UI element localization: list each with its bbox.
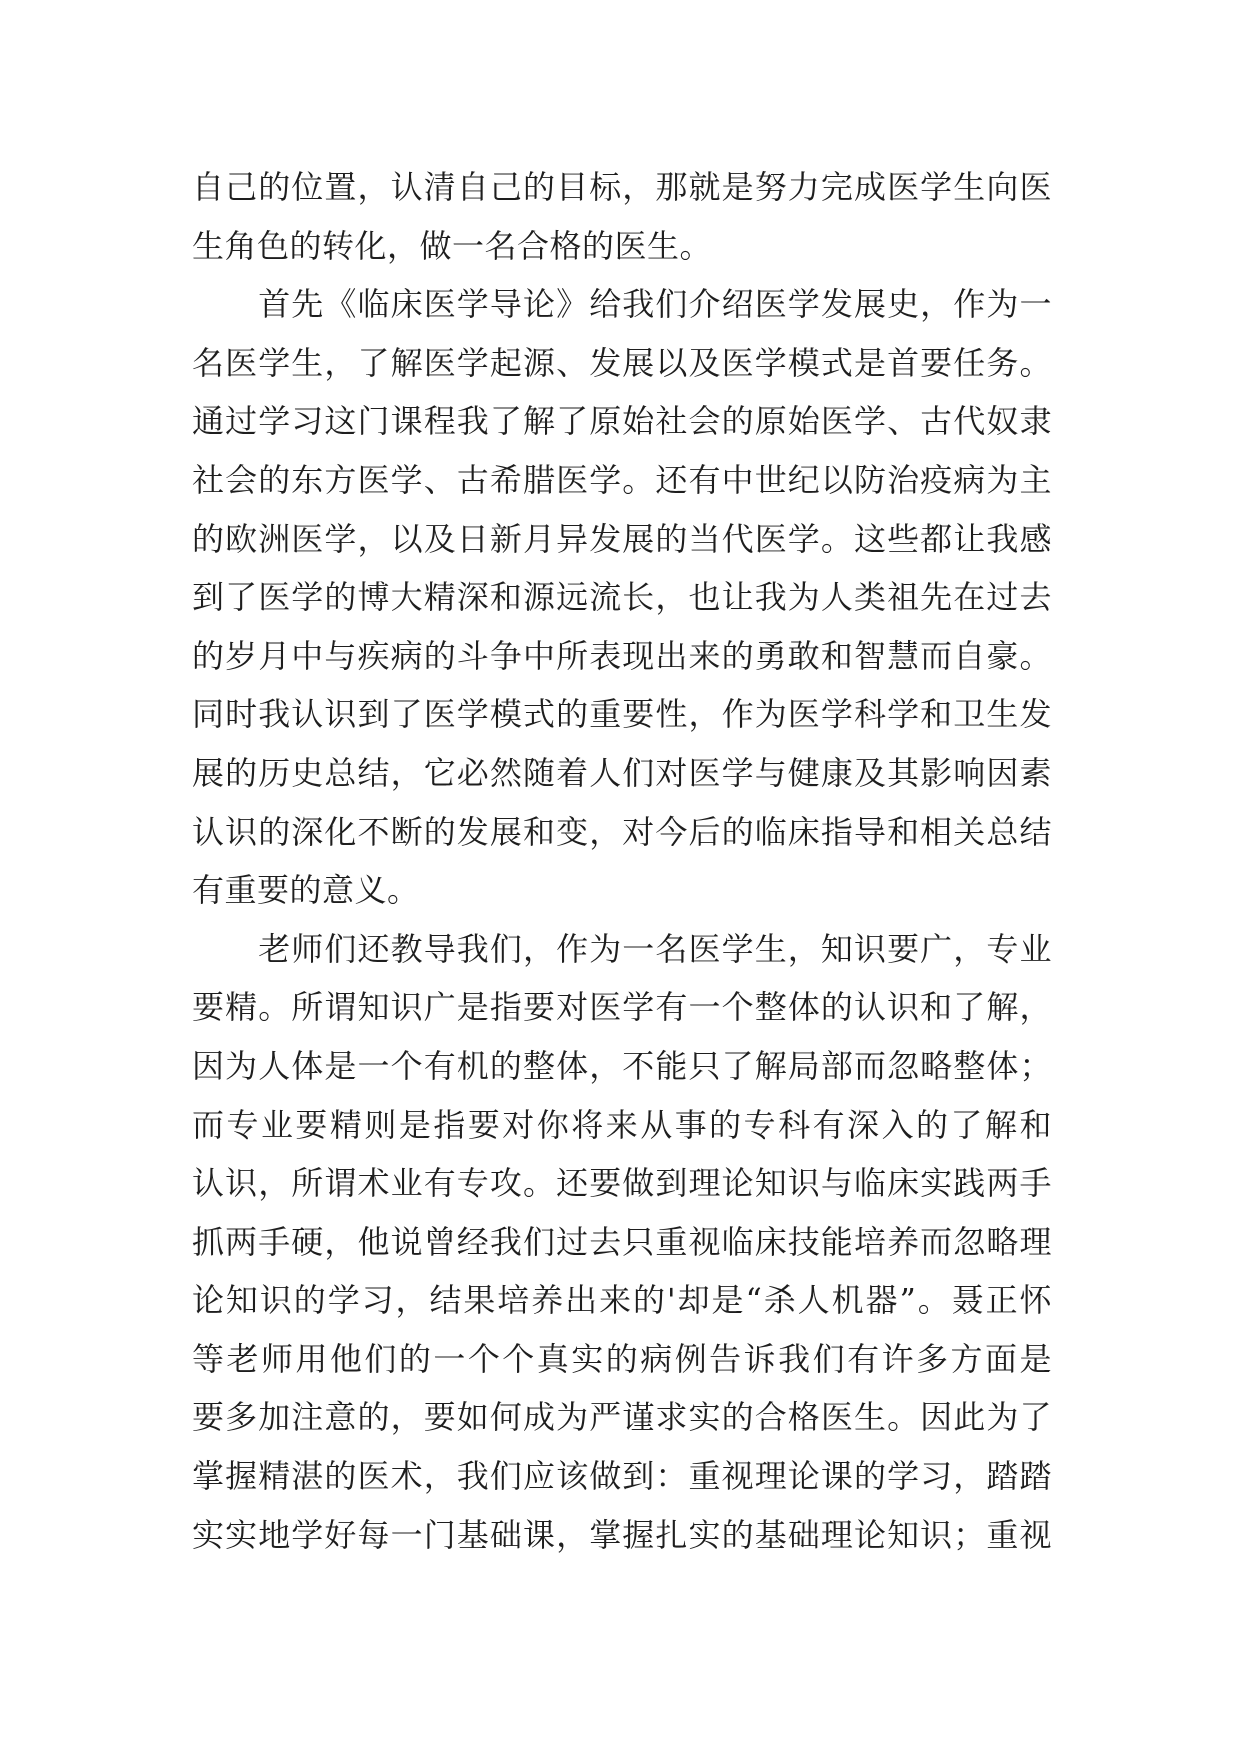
text-line: 要多加注意的，要如何成为严谨求实的合格医生。因此为了 [192, 1398, 1052, 1437]
text-line: 抓两手硬，他说曾经我们过去只重视临床技能培养而忽略理 [192, 1222, 1052, 1261]
text-line: 首先《临床医学导论》给我们介绍医学发展史，作为一 [192, 285, 1052, 324]
text-line: 社会的东方医学、古希腊医学。还有中世纪以防治疫病为主 [192, 460, 1052, 499]
text-line: 认识，所谓术业有专攻。还要做到理论知识与临床实践两手 [192, 1164, 1052, 1203]
text-line: 展的历史总结，它必然随着人们对医学与健康及其影响因素 [192, 753, 1052, 792]
text-line: 论知识的学习，结果培养出来的'却是“杀人机器”。聂正怀 [192, 1281, 1052, 1320]
text-line: 要精。所谓知识广是指要对医学有一个整体的认识和了解， [192, 988, 1052, 1027]
body-text [192, 158, 1052, 1564]
text-line: 到了医学的博大精深和源远流长，也让我为人类祖先在过去 [192, 578, 1052, 617]
text-line: 老师们还教导我们，作为一名医学生，知识要广，专业 [192, 929, 1052, 968]
text-line: 的欧洲医学，以及日新月异发展的当代医学。这些都让我感 [192, 519, 1052, 558]
text-line: 因为人体是一个有机的整体，不能只了解局部而忽略整体； [192, 1046, 1052, 1085]
text-line: 掌握精湛的医术，我们应该做到：重视理论课的学习，踏踏 [192, 1457, 1052, 1496]
text-line: 而专业要精则是指要对你将来从事的专科有深入的了解和 [192, 1105, 1052, 1144]
text-line: 实实地学好每一门基础课，掌握扎实的基础理论知识；重视 [192, 1515, 1052, 1554]
text-line: 自己的位置，认清自己的目标，那就是努力完成医学生向医 [192, 168, 1052, 206]
text-line: 名医学生，了解医学起源、发展以及医学模式是首要任务。 [192, 343, 1052, 382]
text-line: 等老师用他们的一个个真实的病例告诉我们有许多方面是 [192, 1339, 1052, 1378]
text-line: 同时我认识到了医学模式的重要性，作为医学科学和卫生发 [192, 695, 1052, 734]
text-line: 有重要的意义。 [192, 871, 420, 910]
text-line: 认识的深化不断的发展和变，对今后的临床指导和相关总结 [192, 812, 1052, 851]
text-line: 生角色的转化，做一名合格的医生。 [192, 226, 713, 265]
text-line: 通过学习这门课程我了解了原始社会的原始医学、古代奴隶 [192, 402, 1052, 441]
text-line: 的岁月中与疾病的斗争中所表现出来的勇敢和智慧而自豪。 [192, 636, 1052, 675]
